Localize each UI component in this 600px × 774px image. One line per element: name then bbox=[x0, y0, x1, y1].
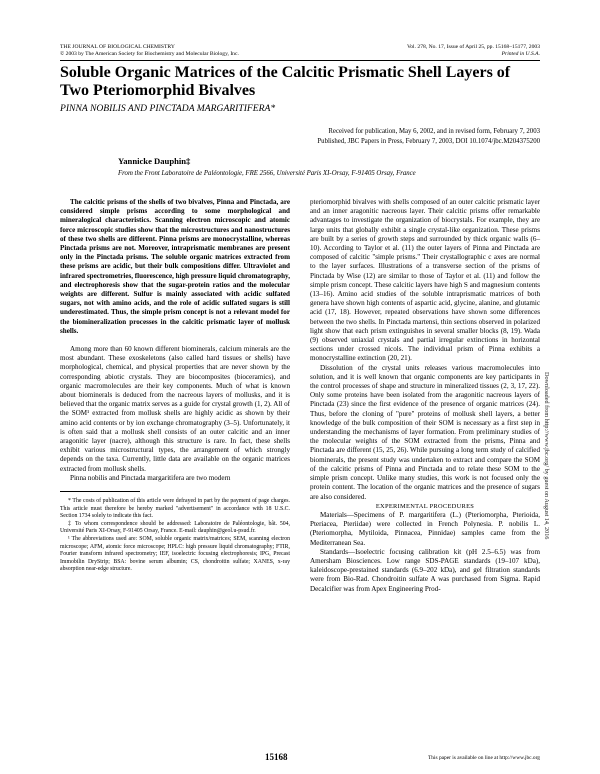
footnote-rule bbox=[60, 491, 140, 492]
received-line: Received for publication, May 6, 2002, and in revised form, February 7, 2003 bbox=[328, 128, 540, 135]
journal-header bbox=[60, 44, 239, 58]
download-watermark: Downloaded from http://www.jbc.org/ by guest on August 14, 2016 bbox=[543, 372, 550, 540]
body-paragraph: Dissolution of the crystal units releases various macromolecules into solution, and it is well known that organic components are key participants in the control processes of shape and structure in mineralized tissues (2, 3, 17, 22). Only some proteins have been isolated from the aragonitic nacreous layers of Pinctada (23) since the first evidence of the presence of organic matrices (24). Thus, before the cloning of "pure" proteins of mollusk shell layers, a better knowledge of the bulk composition of their SOM is necessary as a first step in understanding the mechanisms of layer formation. From preliminary studies of the molecular weights of the SOM extracted from the prisms, Pinna and Pinctada are different (15, 25, 26). While pursuing a long term study of calcified biominerals, the present study was undertaken to extract and compare the SOM of the calcitic prisms of Pinna and Pinctada and to relate these SOM to the simple prism concept. Unlike many studies, this work is not focused only the protein content. The location of the organic matrices and the presence of sugars are also considered. bbox=[310, 363, 540, 501]
article-title: Soluble Organic Matrices of the Calcitic Prismatic Shell Layers of Two Pteriomorphid Bivalves bbox=[60, 64, 511, 99]
article-subtitle: PINNA NOBILIS AND PINCTADA MARGARITIFERA* bbox=[60, 103, 276, 114]
abstract-text: The calcitic prisms of the shells of two bivalves, Pinna and Pinctada, are considered simple prisms according to some morphological and mineralogical characteristics. Scanning electron microscopic and atomic force microscopic studies show that the microstructures and nanostructures of these two shells are different. Pinna prisms are monocrystalline, whereas Pinctada prisms are not. Moreover, intraprismatic membranes are present only in the Pinctada prisms. The soluble organic matrices extracted from these prisms are acidic, but their bulk compositions differ. Ultraviolet and infrared spectrometries, fluorescence, high pressure liquid chromatography, and electrophoresis show that the sugar-protein ratios and the molecular weights are different. Sulfur is mainly associated with acidic sulfated sugars, not with amino acids, and the role of acidic sulfated sugars is still underestimated. Thus, the simple prism concept is not a relevant model for the biomineralization processes in the calcitic prismatic layer of mollusk shells. bbox=[60, 198, 290, 335]
footnote: * The costs of publication of this article were defrayed in part by the payment of page charges. This article must therefore be hereby marked "advertisement" in accordance with 18 U.S.C. Section 1734 solely to indicate this fact. bbox=[60, 498, 290, 520]
printed-line: Printed in U.S.A. bbox=[501, 51, 540, 57]
section-heading: EXPERIMENTAL PROCEDURES bbox=[375, 502, 475, 510]
journal-name: THE JOURNAL OF BIOLOGICAL CHEMISTRY bbox=[60, 44, 175, 50]
author-affiliation: From the Front Laboratoire de Paléontologie, FRE 2566, Université Paris XI-Orsay, F-91405 Orsay, France bbox=[118, 170, 416, 177]
page-number: 15168 bbox=[265, 752, 288, 762]
author-name: Yannicke Dauphin‡ bbox=[118, 156, 191, 166]
issue-header bbox=[407, 44, 540, 58]
published-line: Published, JBC Papers in Press, February 7, 2003, DOI 10.1074/jbc.M204375200 bbox=[317, 138, 540, 145]
right-column bbox=[310, 198, 540, 594]
copyright-line: © 2003 by The American Society for Biochemistry and Molecular Biology, Inc. bbox=[60, 51, 239, 57]
footer-note: This paper is available on line at http://www.jbc.org bbox=[428, 755, 540, 761]
methods-paragraph: Standards—Isoelectric focusing calibration kit (pH 2.5–6.5) was from Amersham Biosciences. Low range SDS-PAGE standards (19–107 kDa), kaleidoscope-prestained standards (6.9–202 kDa), and gel filtration standards were from Bio-Rad. Chondroitin sulfate A was purchased from Sigma. Rapid Decalcifier was from Apex Engineering Prod- bbox=[310, 547, 540, 593]
footnote: ¹ The abbreviations used are: SOM, soluble organic matrix/matrices; SEM, scanning electron microscope; AFM, atomic force microscope; HPLC: high pressure liquid chromatography; FTIR, Fourier transform infrared spectrometry; IEF, isoelectric focusing electrophoresis; IPG, Precast Immobilin DryStrip; BSA: bovine serum albumin; CS, chondroitin sulfate; XANES, x-ray absorption near-edge structure. bbox=[60, 536, 290, 573]
left-column bbox=[60, 198, 290, 574]
footnotes bbox=[60, 498, 290, 574]
header-rule bbox=[60, 60, 540, 61]
intro-paragraph: Among more than 60 known different biominerals, calcium minerals are the most abundant. These exoskeletons (also called hard tissues or shells) have morphological, chemical, and physical properties that are never shown by the corresponding abiotic crystals. They are biocomposites (bioceramics), and organic macromolecules are their key components. Much of what is known about biominerals is deduced from the nacreous layers of mollusks, and it is believed that the organic matrix serves as a guide for crystal growth (1, 2). All of the SOM¹ extracted from mollusk shells are highly acidic as shown by their amino acid contents or by ion exchange chromatography (3–5). Unfortunately, it is often said that a mollusk shell consists of an outer calcitic and an inner aragonitic layer (nacre), although this structure is rare. In fact, these shells exhibit various microstructural types, the arrangement of which strongly depends on the taxa. Currently, little data are available on the organic matrices extracted from mollusk shells. bbox=[60, 345, 290, 473]
issue-line: Vol. 278, No. 17, Issue of April 25, pp. 15168–15177, 2003 bbox=[406, 44, 540, 50]
body-paragraph: pteriomorphid bivalves with shells composed of an outer calcitic prismatic layer and an inner aragonitic nacreous layer. Their calcitic prisms offer remarkable advantages to investigate the organization of biocrystals. For example, they are large units that globally exhibit a single crystal-like organization. These prisms are built by a series of growth steps and surrounded by thick organic walls (6–10). According to Taylor et al. (11) the outer layers of Pinna and Pinctada are composed of calcitic "simple prisms." Their crystallographic c axes are normal to the layer surfaces. Illustrations of a transverse section of the prisms of Pinctada by Wise (12) are similar to those of Taylor et al. (11) and follow the simple prism concept. These calcitic layers have high S and magnesium contents (13–16). Amino acid studies of the soluble intraprismatic matrices of both genera have shown high contents of aspartic acid, glycine, alanine, and glutamic acid (17, 18). However, repeated observations have shown some differences between the two shells. In Pinctada martensi, thin sections observed in polarized light show that each prism extinguishes in several smaller blocks (8, 19). Wada (9) observed uniaxial crystals and partial irregular extinctions in horizontal sections under crossed nicols. The individual prism of Pinna exhibits a monocrystalline extinction (20, 21). bbox=[310, 198, 540, 363]
footnote: ‡ To whom correspondence should be addressed: Laboratoire de Paléontologie, bât. 504, Université Paris XI-Orsay, F-91405 Orsay, France. E-mail: dauphin@geol.u-psud.fr. bbox=[60, 520, 290, 535]
methods-paragraph: Materials—Specimens of P. margaritifera (L.) (Pteriomorpha, Pterioida, Pteriacea, Pteriidae) were collected in French Polynesia. P. nobilis L. (Pteriomorpha, Mytiloida, Pinnacea, Pinnidae) samples came from the Mediterranean Sea. bbox=[310, 510, 540, 547]
intro-paragraph: Pinna nobilis and Pinctada margaritifera are two modern bbox=[70, 473, 231, 482]
abstract bbox=[60, 198, 290, 336]
publication-dates bbox=[120, 127, 540, 147]
